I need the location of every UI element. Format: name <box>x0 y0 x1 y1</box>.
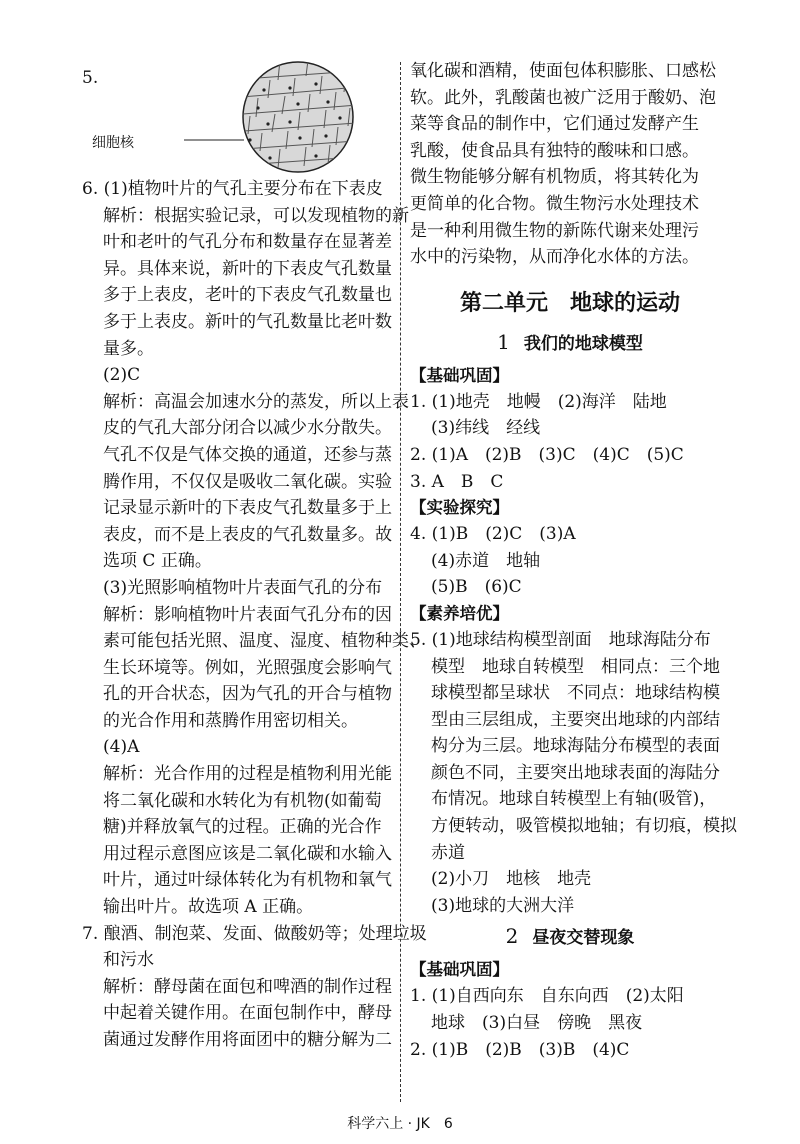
text-line: 地球 (3)白昼 傍晚 黑夜 <box>431 1013 643 1034</box>
column-divider <box>400 62 401 1102</box>
lesson-2-number: 2 <box>505 924 519 949</box>
text-line: 方便转动，吸管模拟地轴；有切痕，模拟 <box>431 816 737 837</box>
section-heading: 【实验探究】 <box>410 498 509 518</box>
text-line: 将二氧化碳和水转化为有机物(如葡萄 <box>103 790 382 811</box>
text-line: 选项 C 正确。 <box>103 551 212 572</box>
text-line: 和污水 <box>103 950 154 971</box>
text-line: 6. (1)植物叶片的气孔主要分布在下表皮 <box>82 179 383 199</box>
text-line: 2. (1)A (2)B (3)C (4)C (5)C <box>410 444 684 465</box>
onion-cell-micrograph <box>130 60 360 176</box>
text-line: 多于上表皮。新叶的气孔数量比老叶数 <box>103 311 392 332</box>
text-line: 型由三层组成，主要突出地球的内部结 <box>431 709 720 730</box>
text-line: 更简单的化合物。微生物污水处理技术 <box>410 193 699 214</box>
text-line: 布情况。地球自转模型上有轴(吸管)， <box>431 789 717 810</box>
text-line: 异。具体来说，新叶的下表皮气孔数量 <box>103 258 392 279</box>
question-5-figure <box>82 58 394 176</box>
text-line: (2)C <box>103 365 141 386</box>
text-line: 微生物能够分解有机物质，将其转化为 <box>410 167 699 188</box>
text-line: 菜等食品的制作中，它们通过发酵产生 <box>410 114 699 135</box>
lesson-2-name: 昼夜交替现象 <box>532 928 635 949</box>
section-heading: 【基础巩固】 <box>410 365 509 385</box>
text-line: 3. A B C <box>410 471 504 492</box>
text-line: (5)B (6)C <box>431 577 522 598</box>
left-answer-lines <box>82 176 427 1054</box>
lesson-1-title <box>410 329 730 357</box>
text-line: 解析：高温会加速水分的蒸发，所以上表 <box>103 391 409 412</box>
section-heading: 【基础巩固】 <box>410 960 509 980</box>
lesson-1-number: 1 <box>497 329 510 354</box>
text-line: (3)地球的大洲大洋 <box>431 895 575 916</box>
text-line: 用过程示意图应该是二氧化碳和水输入 <box>103 843 392 864</box>
text-line: 4. (1)B (2)C (3)A <box>410 524 576 545</box>
text-line: 多于上表皮，老叶的下表皮气孔数量也 <box>103 285 392 306</box>
text-line: (3)光照影响植物叶片表面气孔的分布 <box>103 577 383 598</box>
text-line: (4)赤道 地轴 <box>431 550 541 571</box>
lesson-2-title <box>410 923 730 951</box>
lesson-2-answers <box>410 957 730 1063</box>
text-line: 乳酸，使食品具有独特的酸味和口感。 <box>410 140 699 161</box>
text-line: 菌通过发酵作用将面团中的糖分解为二 <box>103 1030 392 1050</box>
text-line: 记录显示新叶的下表皮气孔数量多于上 <box>103 498 392 519</box>
text-line: 赤道 <box>431 842 465 863</box>
text-line: 叶和老叶的气孔分布和数量存在显著差 <box>103 232 392 253</box>
unit-title: 第二单元 地球的运动 <box>459 290 680 316</box>
lesson-1-name: 我们的地球模型 <box>523 333 643 354</box>
text-line: 5. (1)地球结构模型剖面 地球海陆分布 <box>410 629 711 650</box>
text-line: 水中的污染物，从而净化水体的方法。 <box>410 247 699 268</box>
text-line: 解析：根据实验记录，可以发现植物的新 <box>103 205 409 226</box>
text-line: 生长环境等。例如，光照强度会影响气 <box>103 657 392 678</box>
text-line: 皮的气孔大部分闭合以减少水分散失。 <box>103 418 392 439</box>
text-line: 构分为三层。地球海陆分布模型的表面 <box>431 736 720 757</box>
text-line: 是一种利用微生物的新陈代谢来处理污 <box>410 220 699 241</box>
text-line: 氧化碳和酒精，使面包体积膨胀、口感松 <box>410 61 716 81</box>
text-line: 量多。 <box>103 338 154 359</box>
text-line: 中起着关键作用。在面包制作中，酵母 <box>103 1003 392 1024</box>
text-line: 输出叶片。故选项 A 正确。 <box>103 897 314 918</box>
text-line: 颜色不同，主要突出地球表面的海陆分 <box>431 762 720 783</box>
text-line: 腾作用，不仅仅是吸收二氧化碳。实验 <box>103 471 392 492</box>
text-line: 解析：影响植物叶片表面气孔分布的因 <box>103 604 392 625</box>
text-line: 2. (1)B (2)B (3)B (4)C <box>410 1039 630 1060</box>
page-footer: 科学六上 · JK 6 <box>347 1116 453 1132</box>
text-line: 解析：酵母菌在面包和啤酒的制作过程 <box>103 976 392 997</box>
text-line: (4)A <box>103 737 140 758</box>
text-line: 素可能包括光照、温度、湿度、植物种类、 <box>103 631 426 652</box>
text-line: 模型 地球自转模型 相同点：三个地 <box>431 656 720 677</box>
question-5-number: 5. <box>82 68 99 88</box>
text-line: 1. (1)自西向东 自东向西 (2)太阳 <box>410 986 684 1007</box>
text-line: 7. 酿酒、制泡菜、发面、做酸奶等；处理垃圾 <box>82 923 427 944</box>
text-line: 叶片，通过叶绿体转化为有机物和氧气 <box>103 870 392 891</box>
right-column <box>410 58 737 1063</box>
text-line: 球模型都呈球状 不同点：地球结构模 <box>431 683 720 704</box>
text-line: 孔的开合状态，因为气孔的开合与植物 <box>103 684 392 705</box>
section-heading: 【素养培优】 <box>410 603 509 623</box>
text-line: 1. (1)地壳 地幔 (2)海洋 陆地 <box>410 391 667 412</box>
right-intro-lines <box>410 58 730 271</box>
text-line: 解析：光合作用的过程是植物利用光能 <box>103 764 392 785</box>
left-column <box>82 58 427 1054</box>
text-line: 气孔不仅是气体交换的通道，还参与蒸 <box>103 444 392 465</box>
text-line: 的光合作用和蒸腾作用密切相关。 <box>103 710 358 731</box>
text-line: (3)纬线 经线 <box>431 418 541 439</box>
lesson-1-answers <box>410 363 737 920</box>
text-line: (2)小刀 地核 地壳 <box>431 869 592 890</box>
text-line: 软。此外，乳酸菌也被广泛用于酸奶、泡 <box>410 87 716 108</box>
text-line: 表皮，而不是上表皮的气孔数量多。故 <box>103 524 392 545</box>
nucleus-label: 细胞核 <box>92 135 134 151</box>
text-line: 糖)并释放氧气的过程。正确的光合作 <box>103 817 382 838</box>
